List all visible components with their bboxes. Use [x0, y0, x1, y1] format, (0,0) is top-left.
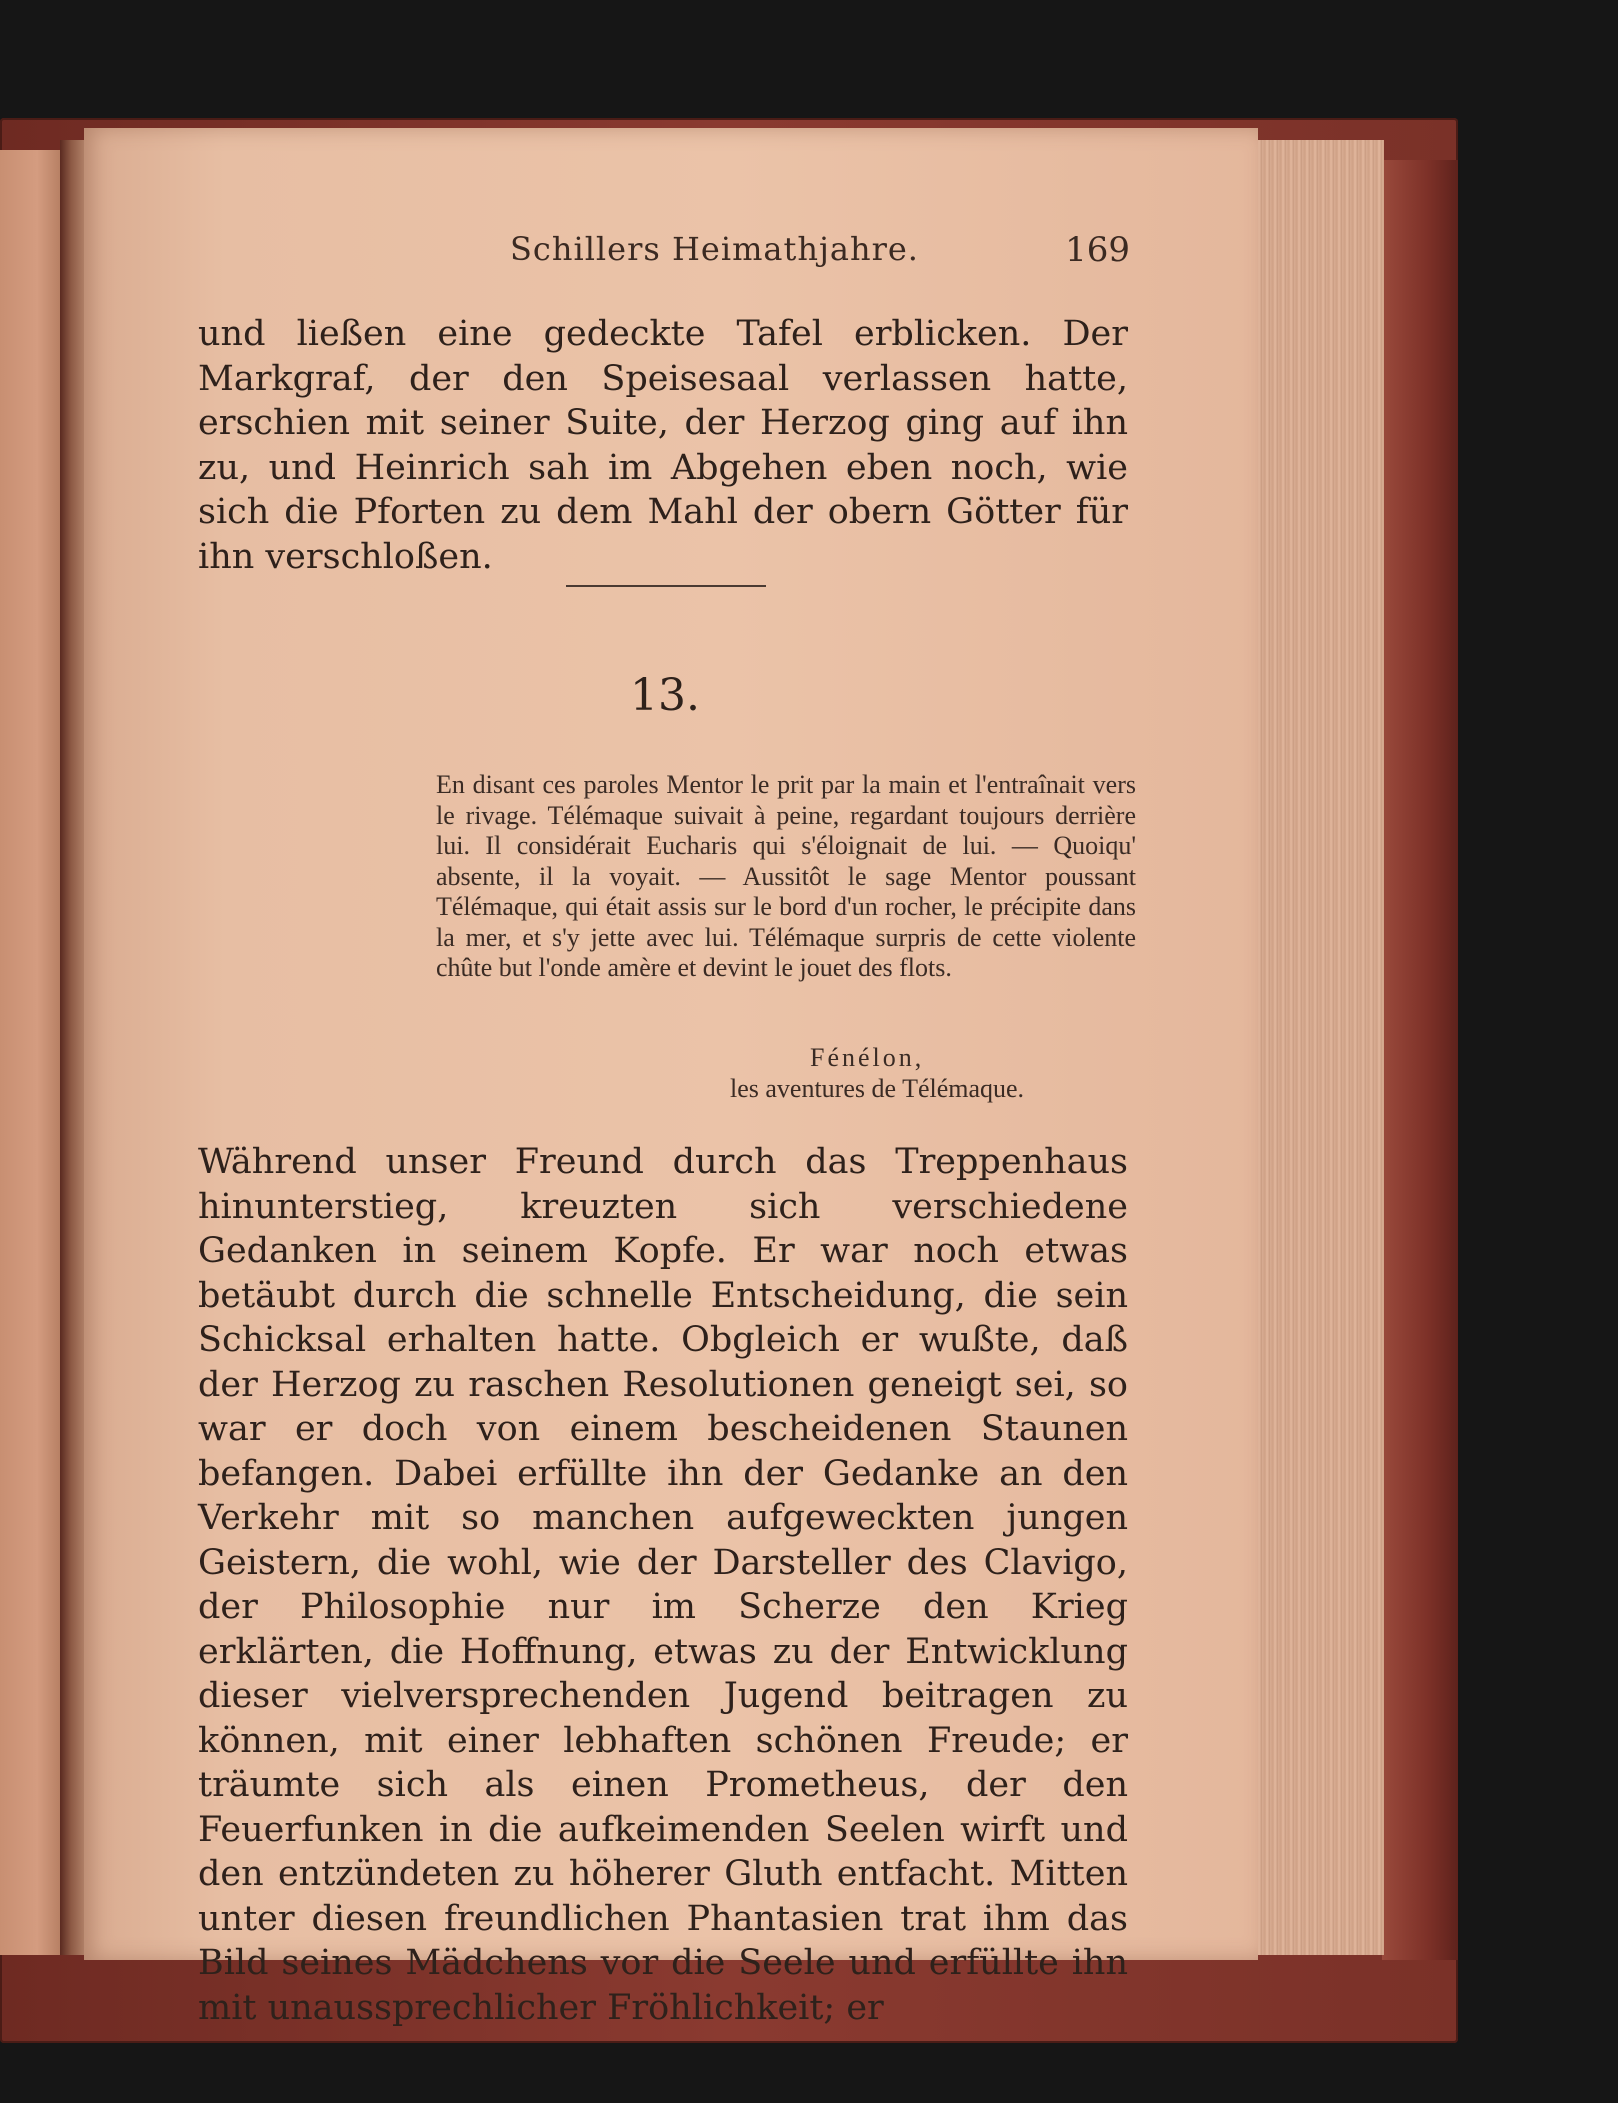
epigraph-text: En disant ces paroles Mentor le prit par la main et l'entraînait vers le rivage. Télémaque suivait à peine, regardant toujours derrière lui. Il considérait Eucharis qui s'éloignait de lui. — Quoiqu' absente, il la voyait. — Aussitôt le sage Mentor poussant Télémaque, qui était assis sur le bord d'un rocher, le précipite dans la mer, et s'y jette avec lui. Télémaque surpris de cette violente chûte but l'onde amère et devint le jouet des flots.: [436, 770, 1136, 982]
chapter-body-paragraph: Während unser Freund durch das Treppenhaus hinunterstieg, kreuzten sich verschiedene Gedanken in seinem Kopfe. Er war noch etwas betäubt durch die schnelle Entscheidung, die sein Schicksal erhalten hatte. Obgleich er wußte, daß der Herzog zu raschen Resolutionen geneigt sei, so war er doch von einem bescheidenen Staunen befangen. Dabei erfüllte ihn der Gedanke an den Verkehr mit so manchen aufgeweckten jungen Geistern, die wohl, wie der Darsteller des Clavigo, der Philosophie nur im Scherze den Krieg erklärten, die Hoffnung, etwas zu der Entwicklung dieser vielversprechenden Jugend beitragen zu können, mit einer lebhaften schönen Freude; er träumte sich als einen Prometheus, der den Feuerfunken in die aufkeimenden Seelen wirft und den entzündeten zu höherer Gluth entfacht. Mitten unter diesen freundlichen Phantasien trat ihm das Bild seines Mädchens vor die Seele und erfüllte ihn mit unaussprechlicher Fröhlichkeit; er: [198, 1142, 1128, 2028]
running-title: Schillers Heimathjahre.: [510, 230, 919, 268]
paragraph-continued: und ließen eine gedeckte Tafel erblicken. Der Markgraf, der den Speisesaal verlassen hatte, erschien mit seiner Suite, der Herzog ging auf ihn zu, und Heinrich sah im Abgehen eben noch, wie sich die Pforten zu dem Mahl der obern Götter für ihn verschloßen.: [198, 314, 1128, 577]
epigraph-attribution: [730, 1042, 1130, 1104]
left-page-edge: [0, 150, 62, 1955]
running-head: [200, 230, 1130, 274]
chapter-number: 13.: [630, 670, 700, 721]
epigraph-author: Fénélon,: [810, 1043, 925, 1072]
page-number: 169: [1065, 230, 1130, 270]
page-block-edges: [1252, 140, 1384, 1955]
cover-edge-right: [1382, 160, 1458, 1960]
section-divider: [566, 585, 766, 587]
epigraph-work: les aventures de Télémaque.: [730, 1074, 1025, 1103]
